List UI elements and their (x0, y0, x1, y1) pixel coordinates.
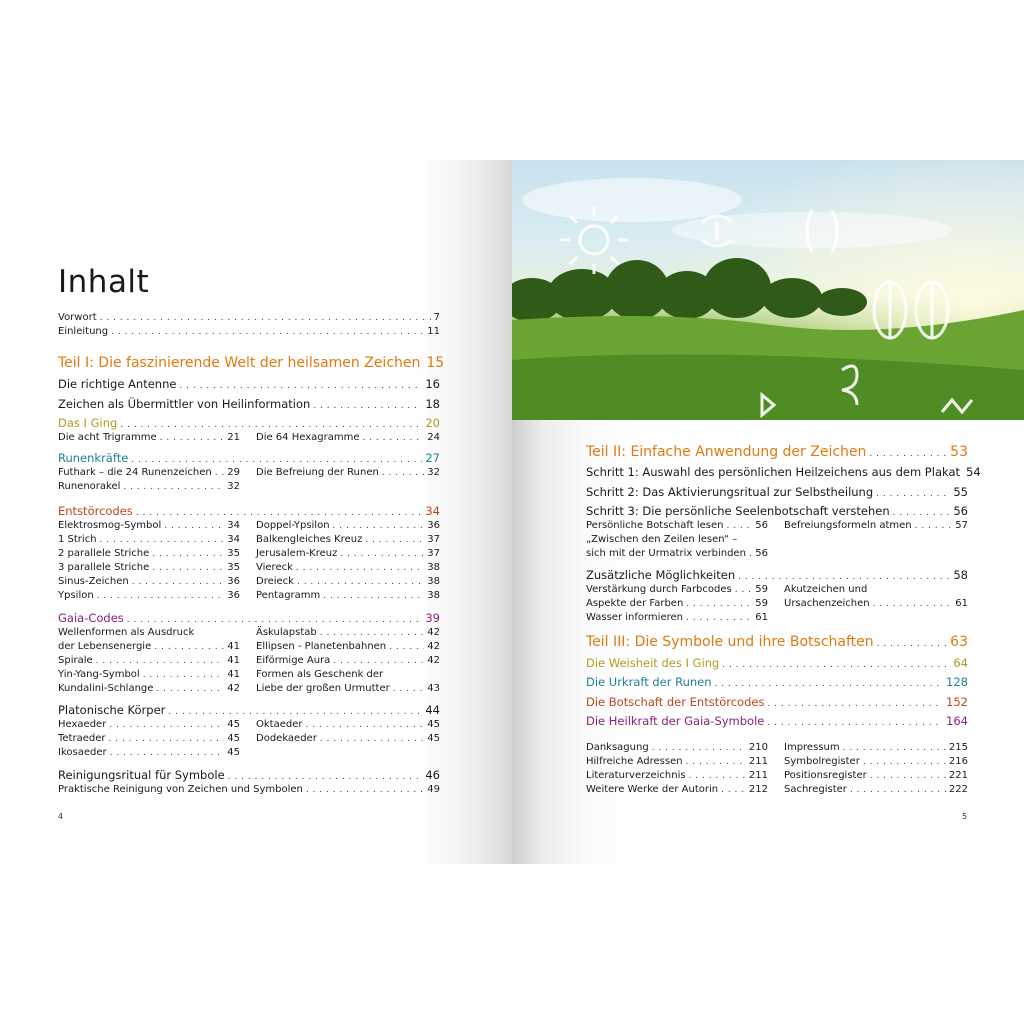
toc-entry-schritt1: Schritt 1: Auswahl des persönlichen Heilzeichens aus dem Plakat 54 (586, 465, 981, 479)
left-page (0, 160, 512, 864)
toc-entry: Liebe der großen Urmutter . . . 43 (256, 683, 440, 694)
toc-entry: Persönliche Botschaft lesen . . . 56 (586, 520, 768, 531)
toc-entry: Eiförmige Aura . . . 42 (256, 655, 440, 666)
toc-section-platon: Platonische Körper . . . 44 (58, 703, 440, 717)
toc-entry-wellen-line1: Wellenformen als Ausdruck (58, 627, 195, 638)
toc-entry: Weitere Werke der Autorin . . . 212 (586, 784, 768, 795)
toc-entry-zeichen: Zeichen als Übermittler von Heilinformation . . . 18 (58, 397, 440, 411)
toc-entry-heilkraft: Die Heilkraft der Gaia-Symbole . . . 164 (586, 714, 968, 728)
landscape-illustration (512, 160, 1024, 420)
toc-entry: Ypsilon . . . 36 (58, 590, 240, 601)
toc-entry: Doppel-Ypsilon . . . 36 (256, 520, 440, 531)
toc-entry: Impressum . . . 215 (784, 742, 968, 753)
toc-entry: Äskulapstab . . . 42 (256, 627, 440, 638)
toc-entry: Symbolregister . . . 216 (784, 756, 968, 767)
toc-entry: Aspekte der Farben . . . 59 (586, 598, 768, 609)
toc-part-3: Teil III: Die Symbole und ihre Botschaften . . . 63 (586, 634, 968, 650)
toc-entry-antenne: Die richtige Antenne . . . 16 (58, 377, 440, 391)
toc-entry: Befreiungsformeln atmen . . . 57 (784, 520, 968, 531)
toc-entry: Spirale . . . 41 (58, 655, 240, 666)
toc-entry-vorwort: Vorwort . . . 7 (58, 312, 440, 323)
toc-entry-botschaft: Die Botschaft der Entstörcodes . . . 152 (586, 695, 968, 709)
toc-section-runen: Runenkräfte . . . 27 (58, 451, 440, 465)
toc-entry-urkraft: Die Urkraft der Runen . . . 128 (586, 675, 968, 689)
toc-entry: der Lebensenergie . . . 41 (58, 641, 240, 652)
toc-entry: Viereck . . . 38 (256, 562, 440, 573)
toc-part-1: Teil I: Die faszinierende Welt der heilsamen Zeichen 15 (58, 355, 445, 371)
page-number-left: 4 (58, 812, 64, 821)
toc-entry-formen-line1: Formen als Geschenk der (256, 669, 384, 680)
toc-entry: Sachregister . . . 222 (784, 784, 968, 795)
toc-entry: Literaturverzeichnis . . . 211 (586, 770, 768, 781)
toc-entry: Ursachenzeichen . . . 61 (784, 598, 968, 609)
right-page (512, 160, 1024, 864)
toc-entry: sich mit der Urmatrix verbinden . . . 56 (586, 548, 768, 559)
toc-entry: Balkengleiches Kreuz . . . 37 (256, 534, 440, 545)
toc-entry-praktisch: Praktische Reinigung von Zeichen und Symbolen . . . 49 (58, 784, 440, 795)
toc-entry-zwischen-line1: „Zwischen den Zeilen lesen“ – (586, 534, 738, 545)
toc-entry-akut-line1: Akutzeichen und (784, 584, 868, 595)
toc-part-2: Teil II: Einfache Anwendung der Zeichen . . . 53 (586, 444, 968, 460)
page-number-right: 5 (962, 812, 968, 821)
toc-entry: Hexaeder . . . 45 (58, 719, 240, 730)
toc-entry: 1 Strich . . . 34 (58, 534, 240, 545)
toc-entry-befreiung-runen: Die Befreiung der Runen . . . 32 (256, 467, 440, 478)
toc-entry: Positionsregister . . . 221 (784, 770, 968, 781)
toc-entry-schritt2: Schritt 2: Das Aktivierungsritual zur Selbstheilung . . . 55 (586, 485, 968, 499)
toc-entry-futhark: Futhark – die 24 Runenzeichen . . . 29 (58, 467, 240, 478)
toc-entry-runenorakel: Runenorakel . . . 32 (58, 481, 240, 492)
toc-entry-hexagramme: Die 64 Hexagramme . . . 24 (256, 432, 440, 443)
toc-entry: Oktaeder . . . 45 (256, 719, 440, 730)
toc-entry: Wasser informieren . . . 61 (586, 612, 768, 623)
toc-entry: Sinus-Zeichen . . . 36 (58, 576, 240, 587)
toc-entry: 2 parallele Striche . . . 35 (58, 548, 240, 559)
toc-section-gaia: Gaia-Codes . . . 39 (58, 611, 440, 625)
toc-entry-weisheit: Die Weisheit des I Ging . . . 64 (586, 656, 968, 670)
toc-section-iging: Das I Ging . . . 20 (58, 416, 440, 430)
toc-entry: Verstärkung durch Farbcodes . . . 59 (586, 584, 768, 595)
toc-section-entstoercodes: Entstörcodes . . . 34 (58, 504, 440, 518)
toc-entry: Pentagramm . . . 38 (256, 590, 440, 601)
toc-entry-schritt3: Schritt 3: Die persönliche Seelenbotschaft verstehen . . . 56 (586, 504, 968, 518)
page-title: Inhalt (58, 264, 150, 300)
toc-entry: Hilfreiche Adressen . . . 211 (586, 756, 768, 767)
book-spread (0, 160, 1024, 864)
toc-entry: Yin-Yang-Symbol . . . 41 (58, 669, 240, 680)
toc-entry: Tetraeder . . . 45 (58, 733, 240, 744)
toc-entry: Kundalini-Schlange . . . 42 (58, 683, 240, 694)
landscape-photo (512, 160, 1024, 420)
toc-entry: Elektrosmog-Symbol . . . 34 (58, 520, 240, 531)
toc-entry: Jerusalem-Kreuz . . . 37 (256, 548, 440, 559)
toc-entry: Ellipsen - Planetenbahnen . . . 42 (256, 641, 440, 652)
toc-entry: 3 parallele Striche . . . 35 (58, 562, 240, 573)
toc-entry: Dreieck . . . 38 (256, 576, 440, 587)
toc-entry-zusatz: Zusätzliche Möglichkeiten . . . 58 (586, 568, 968, 582)
toc-entry-einleitung: Einleitung . . . 11 (58, 326, 440, 337)
toc-entry: Ikosaeder . . . 45 (58, 747, 240, 758)
toc-entry-trigramme: Die acht Trigramme . . . 21 (58, 432, 240, 443)
toc-entry: Dodekaeder . . . 45 (256, 733, 440, 744)
toc-section-reinigung: Reinigungsritual für Symbole . . . 46 (58, 768, 440, 782)
toc-entry: Danksagung . . . 210 (586, 742, 768, 753)
